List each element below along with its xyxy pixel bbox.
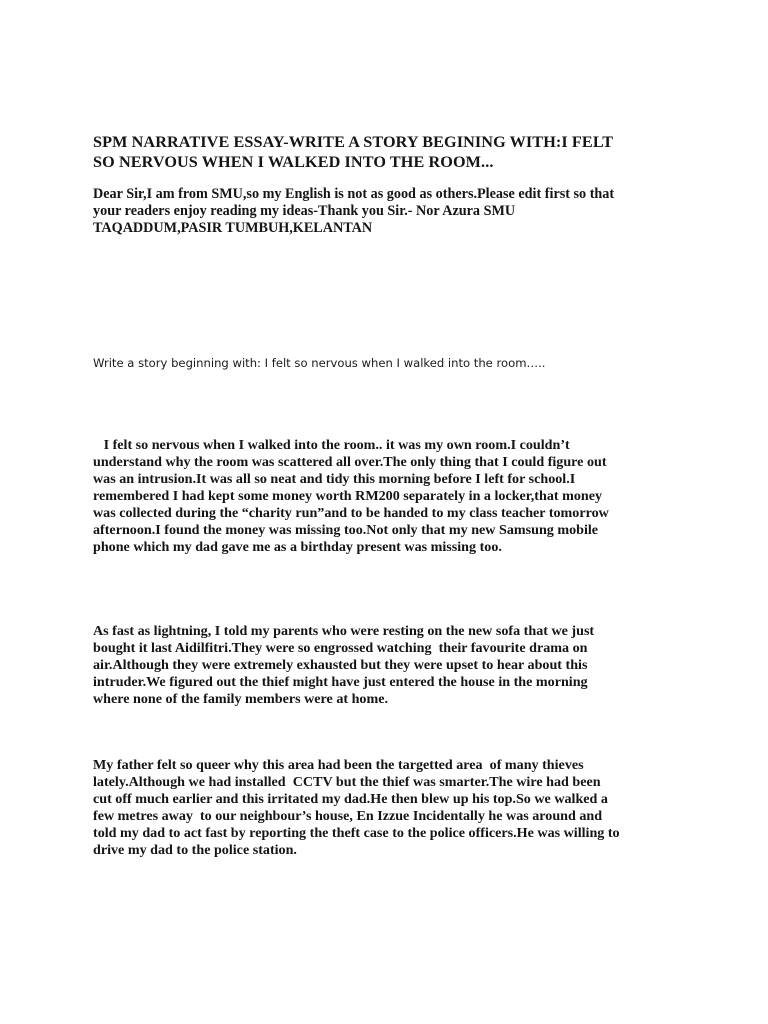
essay-paragraph-3 — [93, 757, 685, 859]
essay-title-line: SO NERVOUS WHEN I WALKED INTO THE ROOM... — [93, 153, 494, 171]
paragraph-line: My father felt so queer why this area had been the targetted area of many thieves — [93, 757, 584, 773]
essay-title — [93, 132, 685, 172]
paragraph-line: afternoon.I found the money was missing too.Not only that my new Samsung mobile — [93, 522, 599, 538]
paragraph-line: where none of the family members were at home. — [93, 691, 388, 707]
paragraph-line: I felt so nervous when I walked into the room.. it was my own room.I couldn’t — [93, 437, 570, 453]
paragraph-line: was an intrusion.It was all so neat and tidy this morning before I left for school.I — [93, 471, 576, 487]
essay-paragraph-2 — [93, 623, 685, 708]
paragraph-line: remembered I had kept some money worth RM200 separately in a locker,that money — [93, 488, 603, 504]
essay-title-line: SPM NARRATIVE ESSAY-WRITE A STORY BEGINING WITH:I FELT — [93, 133, 614, 151]
paragraph-line: cut off much earlier and this irritated my dad.He then blew up his top.So we walked a — [93, 791, 608, 807]
essay-prompt — [93, 355, 685, 372]
paragraph-line: bought it last Aidilfitri.They were so engrossed watching their favourite drama on — [93, 640, 588, 656]
paragraph-line: phone which my dad gave me as a birthday present was missing too. — [93, 539, 502, 555]
paragraph-line: was collected during the “charity run”and to be handed to my class teacher tomorrow — [93, 505, 609, 521]
paragraph-line: As fast as lightning, I told my parents who were resting on the new sofa that we just — [93, 623, 595, 639]
essay-paragraph-1 — [93, 437, 685, 556]
paragraph-line: lately.Although we had installed CCTV but the thief was smarter.The wire had been — [93, 774, 601, 790]
paragraph-line: intruder.We figured out the thief might have just entered the house in the morning — [93, 674, 588, 690]
paragraph-line: told my dad to act fast by reporting the theft case to the police officers.He was willing to — [93, 825, 620, 841]
paragraph-line: air.Although they were extremely exhausted but they were upset to hear about this — [93, 657, 588, 673]
author-note — [93, 186, 685, 237]
paragraph-line: drive my dad to the police station. — [93, 842, 297, 858]
paragraph-line: few metres away to our neighbour’s house, En Izzue Incidentally he was around and — [93, 808, 603, 824]
essay-prompt-text: Write a story beginning with: I felt so nervous when I walked into the room….. — [93, 356, 546, 370]
author-note-line: Dear Sir,I am from SMU,so my English is not as good as others.Please edit first so that — [93, 186, 615, 202]
author-note-line: your readers enjoy reading my ideas-Thank you Sir.- Nor Azura SMU — [93, 203, 516, 219]
paragraph-line: understand why the room was scattered all over.The only thing that I could figure out — [93, 454, 607, 470]
author-note-line: TAQADDUM,PASIR TUMBUH,KELANTAN — [93, 220, 373, 236]
